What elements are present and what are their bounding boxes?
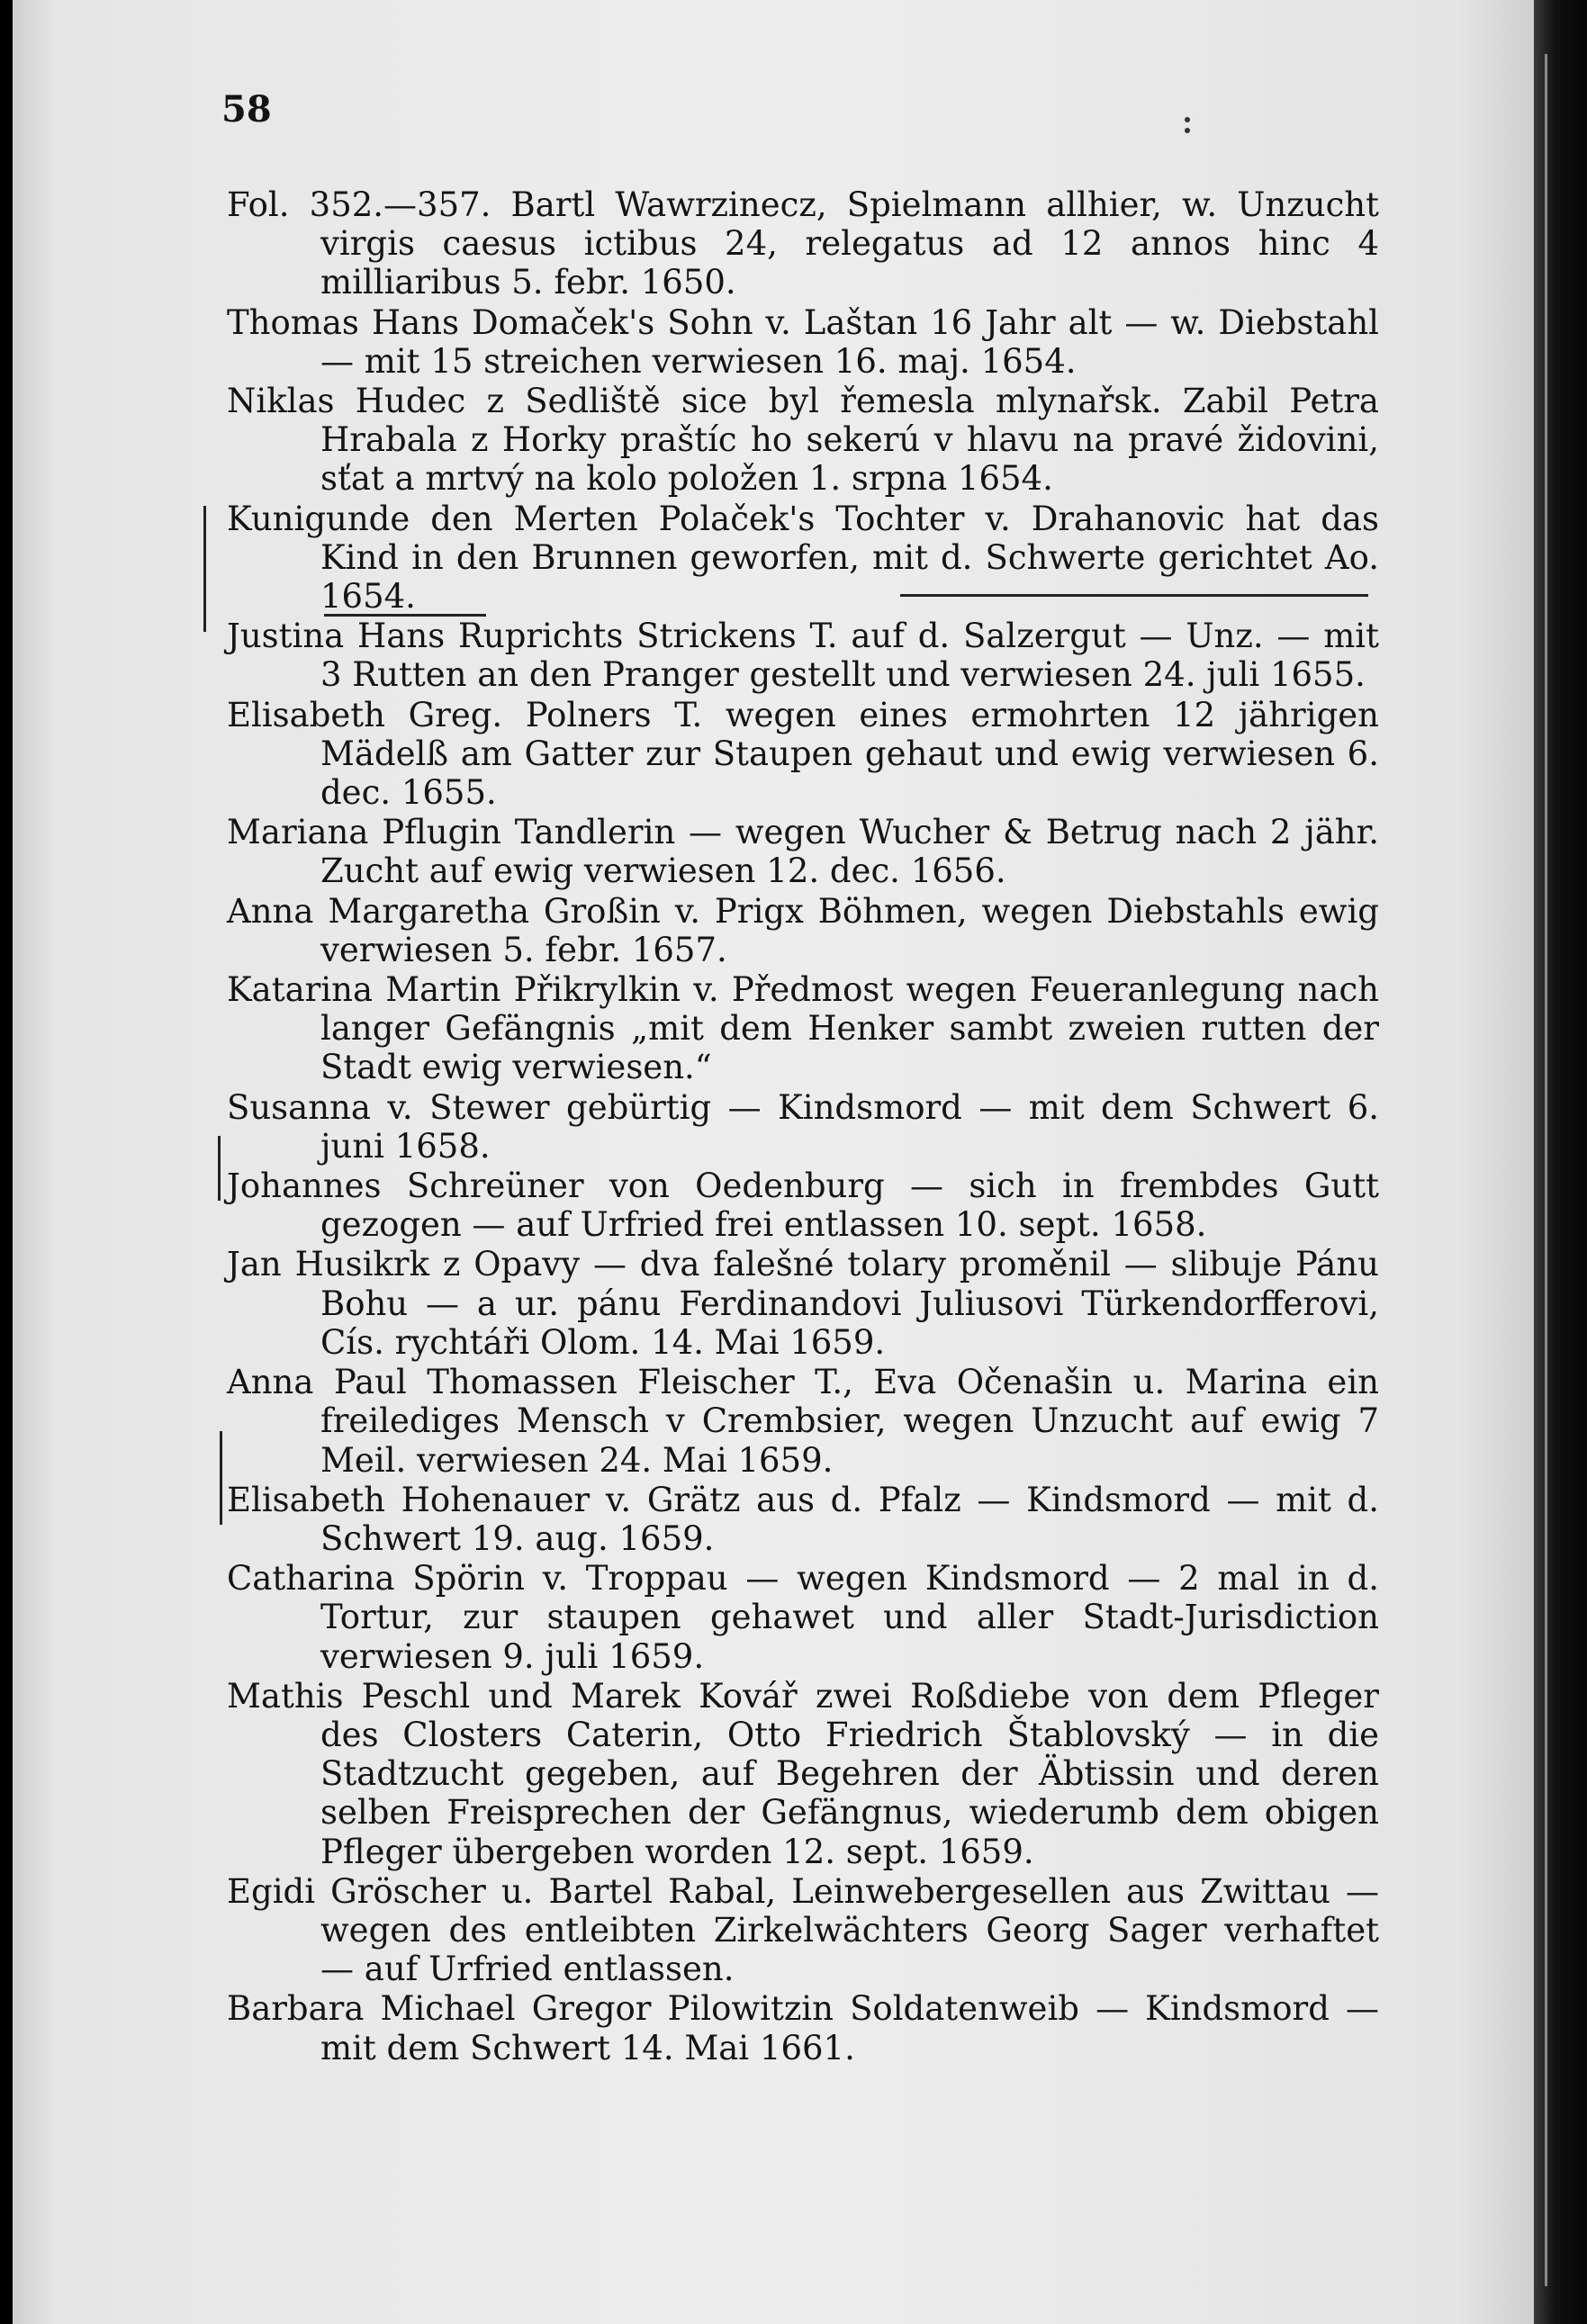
- register-entry: Thomas Hans Domaček's Sohn v. Laštan 16 Jahr alt — w. Diebstahl — mit 15 streichen verwiesen 16. maj. 1654.: [227, 302, 1379, 381]
- book-edge-line: [1545, 54, 1547, 2286]
- margin-dot: [1185, 117, 1190, 122]
- register-entry: Catharina Spörin v. Troppau — wegen Kindsmord — 2 mal in d. Tortur, zur staupen gehawet und aller Stadt-Jurisdiction verwiesen 9. juli 1659.: [227, 1559, 1379, 1676]
- register-entry: Katarina Martin Přikrylkin v. Předmost wegen Feueranlegung nach langer Gefängnis „mit dem Henker sambt zweien rutten der Stadt ewig verwiesen.“: [227, 970, 1379, 1087]
- register-entry: Anna Margaretha Großin v. Prigx Böhmen, wegen Diebstahls ewig verwiesen 5. febr. 1657.: [227, 891, 1379, 969]
- page-number: 58: [221, 88, 272, 131]
- register-entry: Jan Husikrk z Opavy — dva falešné tolary proměnil — slibuje Pánu Bohu — a ur. pánu Ferdinandovi Juliusovi Türkendorfferovi, Cís. rychtáři Olom. 14. Mai 1659.: [227, 1245, 1379, 1362]
- register-entry: Elisabeth Hohenauer v. Grätz aus d. Pfalz — Kindsmord — mit d. Schwert 19. aug. 1659.: [227, 1480, 1379, 1558]
- margin-line-mark: [218, 1136, 221, 1201]
- register-entry: Johannes Schreüner von Oedenburg — sich in frembdes Gutt gezogen — auf Urfried frei entlassen 10. sept. 1658.: [227, 1167, 1379, 1245]
- register-entry: Mariana Pflugin Tandlerin — wegen Wucher & Betrug nach 2 jähr. Zucht auf ewig verwiesen 12. dec. 1656.: [227, 813, 1379, 891]
- book-edge: [1534, 0, 1587, 2324]
- margin-line-mark: [203, 506, 206, 632]
- register-entry: Mathis Peschl und Marek Kovář zwei Roßdiebe von dem Pfleger des Closters Caterin, Otto Friedrich Štablovský — in die Stadtzucht gegeben, auf Begehren der Äbtissin und deren selben Freisprechen der Gefängnus, wiederumb dem obigen Pfleger übergeben worden 12. sept. 1659.: [227, 1676, 1379, 1871]
- register-entry: Niklas Hudec z Sedliště sice byl řemesla mlynařsk. Zabil Petra Hrabala z Horky praštíc ho sekerú v hlavu na pravé židovini, sťat a mrtvý na kolo položen 1. srpna 1654.: [227, 382, 1379, 499]
- margin-line-mark: [220, 1431, 222, 1525]
- register-entries: [227, 185, 1379, 2067]
- register-entry: Kunigunde den Merten Polaček's Tochter v. Drahanovic hat das Kind in den Brunnen geworfen, mit d. Schwerte gerichtet Ao. 1654.: [227, 499, 1379, 617]
- margin-dot: [1185, 128, 1190, 133]
- register-entry: Anna Paul Thomassen Fleischer T., Eva Očenašin u. Marina ein freilediges Mensch v Crembsier, wegen Unzucht auf ewig 7 Meil. verwiesen 24. Mai 1659.: [227, 1363, 1379, 1480]
- register-entry: Justina Hans Ruprichts Strickens T. auf d. Salzergut — Unz. — mit 3 Rutten an den Pranger gestellt und verwiesen 24. juli 1655.: [227, 617, 1379, 695]
- register-entry: Barbara Michael Gregor Pilowitzin Soldatenweib — Kindsmord — mit dem Schwert 14. Mai 1661.: [227, 1989, 1379, 2067]
- register-entry: Elisabeth Greg. Polners T. wegen eines ermohrten 12 jährigen Mädelß am Gatter zur Staupen gehaut und ewig verwiesen 6. dec. 1655.: [227, 695, 1379, 813]
- register-entry: Susanna v. Stewer gebürtig — Kindsmord — mit dem Schwert 6. juni 1658.: [227, 1087, 1379, 1166]
- register-entry: Egidi Gröscher u. Bartel Rabal, Leinwebergesellen aus Zwittau — wegen des entleibten Zirkelwächters Georg Sager verhaftet — auf Urfried entlassen.: [227, 1871, 1379, 1989]
- register-entry: Fol. 352.—357. Bartl Wawrzinecz, Spielmann allhier, w. Unzucht virgis caesus ictibus 24, relegatus ad 12 annos hinc 4 milliaribus 5. febr. 1650.: [227, 185, 1379, 302]
